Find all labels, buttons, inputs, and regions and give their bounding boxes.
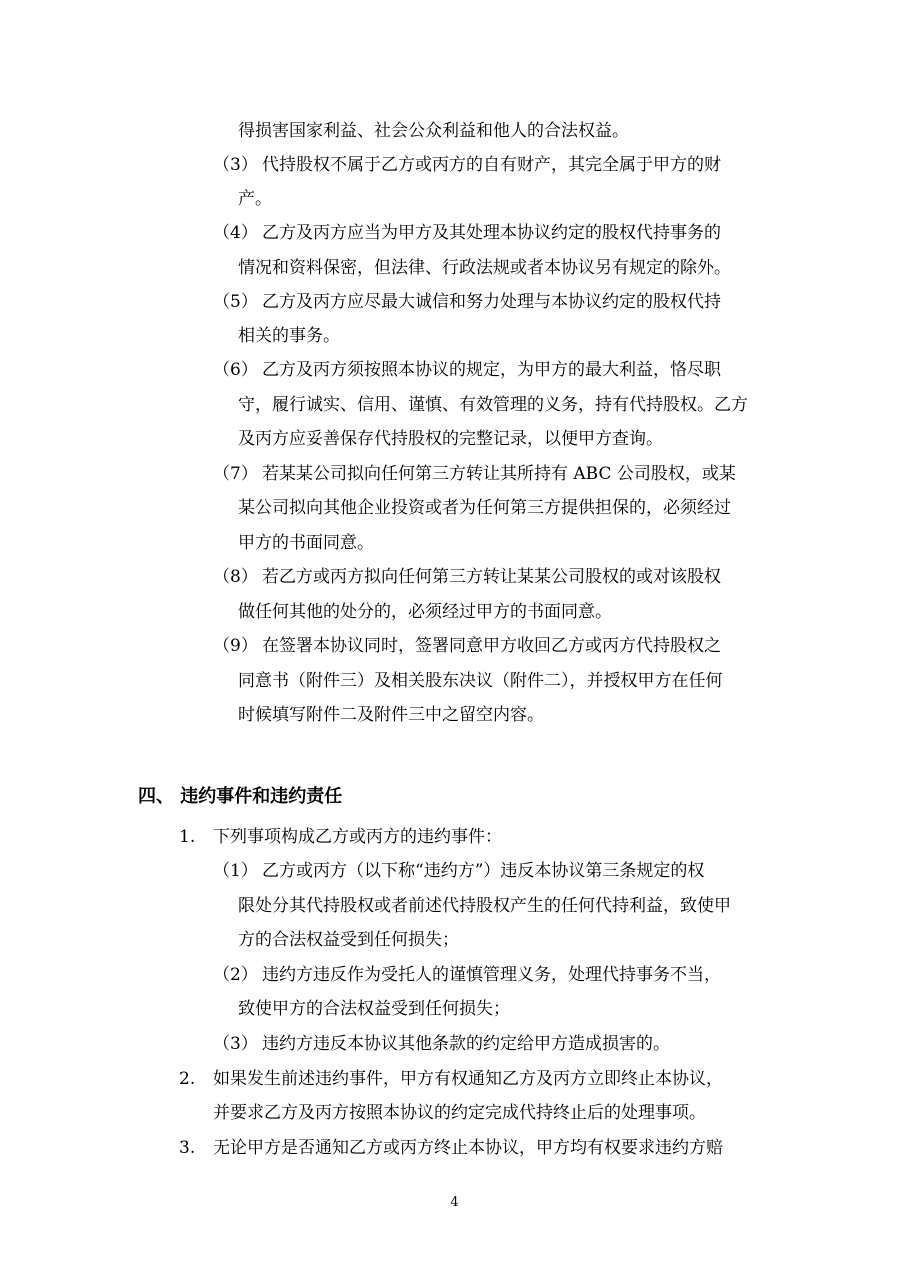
clause-1-sub-2-line-1: 违约方违反作为受托人的谨慎管理义务，处理代持事务不当， xyxy=(262,965,721,985)
clause-3-number: 3. xyxy=(179,1138,196,1158)
item-6-line-3: 及丙方应妥善保存代持股权的完整记录，以便甲方查询。 xyxy=(238,429,663,449)
clause-1-sub-3-line-1: 违约方违反本协议其他条款的约定给甲方造成损害的。 xyxy=(262,1034,670,1054)
item-7-line-2: 某公司拟向其他企业投资或者为任何第三方提供担保的，必须经过 xyxy=(238,498,731,518)
item-3-line-2: 产。 xyxy=(238,189,272,209)
item-3-line-1: 代持股权不属于乙方或丙方的自有财产，其完全属于甲方的财 xyxy=(262,155,721,175)
clause-1-sub-1-line-1: 乙方或丙方（以下称“违约方”）违反本协议第三条规定的权 xyxy=(262,861,705,881)
item-6-line-2: 守，履行诚实、信用、谨慎、有效管理的义务，持有代持股权。乙方 xyxy=(238,395,748,415)
clause-2-line-2: 并要求乙方及丙方按照本协议的约定完成代持终止后的处理事项。 xyxy=(213,1103,706,1123)
clause-2-line-1: 如果发生前述违约事件，甲方有权通知乙方及丙方立即终止本协议， xyxy=(213,1069,723,1089)
item-8-line-1: 若乙方或丙方拟向任何第三方转让某某公司股权的或对该股权 xyxy=(262,567,721,587)
item-5-number: （5） xyxy=(213,292,258,312)
item-8-number: （8） xyxy=(213,567,258,587)
item-7-line-1: 若某某公司拟向任何第三方转让其所持有 ABC 公司股权，或某 xyxy=(262,464,736,484)
clause-1-sub-1-line-3: 方的合法权益受到任何损失； xyxy=(238,930,459,950)
clause-1-sub-1-line-2: 限处分其代持股权或者前述代持股权产生的任何代持利益，致使甲 xyxy=(238,896,731,916)
section-4-heading: 四、 违约事件和违约责任 xyxy=(138,786,343,807)
clause-1-text: 下列事项构成乙方或丙方的违约事件： xyxy=(213,827,502,847)
clause-1-number: 1. xyxy=(179,827,196,847)
item-2-tail-line: 得损害国家利益、社会公众利益和他人的合法权益。 xyxy=(238,121,629,141)
item-7-line-3: 甲方的书面同意。 xyxy=(238,533,374,553)
item-7-number: （7） xyxy=(213,464,258,484)
clause-1-sub-3-number: （3） xyxy=(213,1034,258,1054)
item-4-line-1: 乙方及丙方应当为甲方及其处理本协议约定的股权代持事务的 xyxy=(262,223,721,243)
item-6-number: （6） xyxy=(213,360,258,380)
clause-3-line-1: 无论甲方是否通知乙方或丙方终止本协议，甲方均有权要求违约方赔 xyxy=(213,1138,723,1158)
item-6-line-1: 乙方及丙方须按照本协议的规定，为甲方的最大利益，恪尽职 xyxy=(262,360,721,380)
item-9-line-2: 同意书（附件三）及相关股东决议（附件二），并授权甲方在任何 xyxy=(238,671,723,691)
clause-1-sub-1-number: （1） xyxy=(213,861,258,881)
item-4-number: （4） xyxy=(213,223,258,243)
item-9-line-3: 时候填写附件二及附件三中之留空内容。 xyxy=(238,705,544,725)
clause-1-sub-2-number: （2） xyxy=(213,965,258,985)
item-9-line-1: 在签署本协议同时，签署同意甲方收回乙方或丙方代持股权之 xyxy=(262,636,721,656)
page-number: 4 xyxy=(450,1195,459,1210)
item-8-line-2: 做任何其他的处分的，必须经过甲方的书面同意。 xyxy=(238,602,612,622)
item-5-line-2: 相关的事务。 xyxy=(238,326,340,346)
item-5-line-1: 乙方及丙方应尽最大诚信和努力处理与本协议约定的股权代持 xyxy=(262,292,721,312)
item-4-line-2: 情况和资料保密，但法律、行政法规或者本协议另有规定的除外。 xyxy=(238,258,731,278)
item-9-number: （9） xyxy=(213,636,258,656)
item-3-number: （3） xyxy=(213,155,258,175)
clause-1-sub-2-line-2: 致使甲方的合法权益受到任何损失； xyxy=(238,999,510,1019)
clause-2-number: 2. xyxy=(179,1069,196,1089)
